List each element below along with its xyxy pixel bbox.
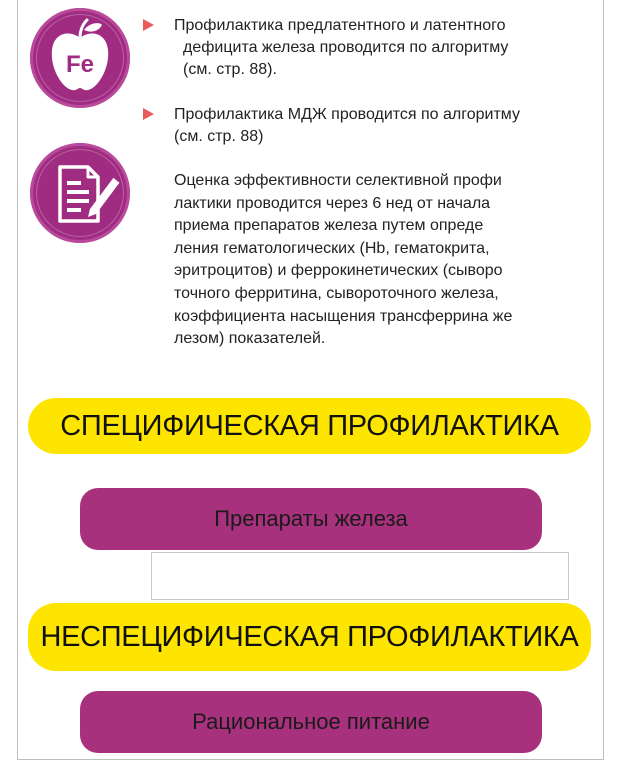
- apple-icon: [30, 8, 130, 108]
- nonspecific-prophylaxis-heading: НЕСПЕЦИФИЧЕСКАЯ ПРОФИЛАКТИКА: [28, 603, 591, 671]
- text-line: приема препаратов железа путем опреде: [174, 217, 484, 235]
- text-line: коэффициента насыщения трансферрина же: [174, 307, 513, 325]
- empty-box: [151, 552, 569, 600]
- text-line: точного ферритина, сывороточного железа,: [174, 284, 499, 302]
- paragraph-mdzh: [174, 104, 520, 148]
- document-badge: [30, 143, 130, 243]
- iron-apple-badge: [30, 8, 130, 108]
- paragraph-evaluation: [174, 170, 512, 351]
- text-line: Профилактика МДЖ проводится по алгоритму: [174, 106, 520, 123]
- paragraph-iron-deficiency: [174, 15, 508, 81]
- bullet-2: [143, 108, 154, 120]
- text-line: дефицита железа проводится по алгоритму: [183, 39, 509, 56]
- rational-nutrition-pill: Рациональное питание: [80, 691, 542, 753]
- text-line: лезом) показателей.: [174, 330, 326, 348]
- text-line: Оценка эффективности селективной профи: [174, 172, 502, 189]
- iron-preparations-pill: Препараты железа: [80, 488, 542, 550]
- text-line: (см. стр. 88): [174, 128, 264, 145]
- text-line: ления гематологических (Hb, гематокрита,: [174, 239, 490, 257]
- text-line: лактики проводится через 6 нед от начала: [174, 194, 491, 212]
- text-line: эритроцитов) и феррокинетических (сыворо: [174, 262, 503, 280]
- text-line: (см. стр. 88).: [183, 61, 277, 78]
- fe-symbol: Fe: [65, 51, 95, 78]
- specific-prophylaxis-heading: СПЕЦИФИЧЕСКАЯ ПРОФИЛАКТИКА: [28, 398, 591, 454]
- bullet-1: [143, 19, 154, 31]
- document-pen-icon: [30, 143, 130, 243]
- text-line: Профилактика предлатентного и латентного: [174, 17, 506, 34]
